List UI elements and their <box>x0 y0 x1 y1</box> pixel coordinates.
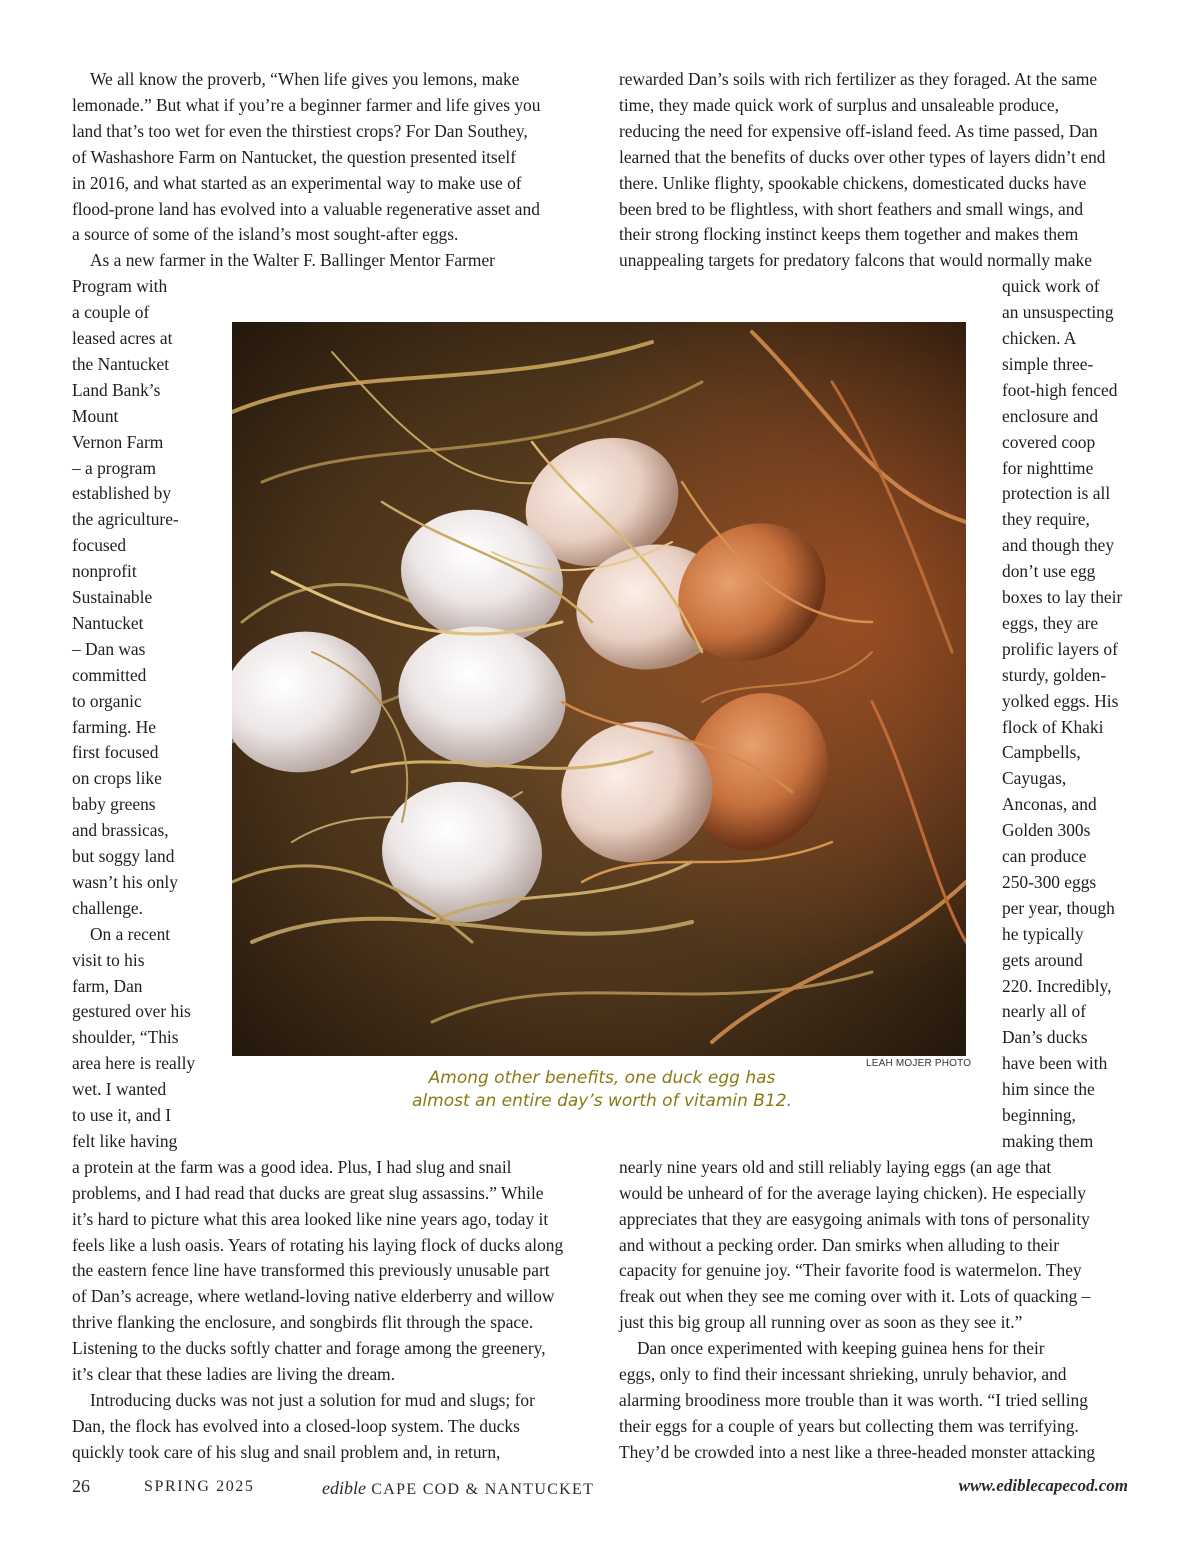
col2-text-line: eggs, only to find their incessant shrieking, unruly behavior, and <box>619 1364 1067 1384</box>
photo-caption <box>342 1067 862 1113</box>
col1-text-line: – Dan was <box>72 638 146 659</box>
col2-text-line: Golden 300s <box>1002 820 1091 841</box>
col2-text-line: don’t use egg <box>1002 561 1096 582</box>
col1-text-line: shoulder, “This <box>72 1027 179 1048</box>
col2-text-line: their strong flocking instinct keeps them together and makes them <box>619 224 1079 245</box>
col2-text-line: been bred to be flightless, with short feathers and small wings, and <box>619 198 1084 219</box>
col1-text-line: the agriculture- <box>72 509 179 530</box>
col1-text-line: farming. He <box>72 716 157 737</box>
col2-text-line: flock of Khaki <box>1002 716 1104 737</box>
caption-line: almost an entire day’s worth of vitamin B12. <box>412 1091 792 1111</box>
magazine-title-italic: edible <box>322 1478 366 1498</box>
col1-text-line: wet. I wanted <box>72 1079 167 1100</box>
col1-text-line: a source of some of the island’s most sought-after eggs. <box>72 224 459 245</box>
col2-text-line: just this big group all running over as soon as they see it.” <box>619 1312 1023 1333</box>
col1-text-line: and brassicas, <box>72 820 169 841</box>
col2-text-line: they require, <box>1002 509 1090 530</box>
col2-text-line: Anconas, and <box>1002 794 1097 815</box>
col2-text-line: Dan once experimented with keeping guinea hens for their <box>637 1338 1045 1359</box>
col2-text-line: and though they <box>1002 535 1115 556</box>
duck-eggs-photo <box>232 322 966 1056</box>
col2-text-line: have been with <box>1002 1053 1108 1074</box>
col2-text-line: making them <box>1002 1130 1094 1151</box>
col2-text-line: capacity for genuine joy. “Their favorite food is watermelon. They <box>619 1260 1082 1281</box>
col1-text-line: established by <box>72 483 172 504</box>
col1-text-line: gestured over his <box>72 1001 191 1022</box>
page-number: 26 <box>72 1476 90 1496</box>
col2-text-line: covered coop <box>1002 431 1096 452</box>
col1-text-line: problems, and I had read that ducks are great slug assassins.” While <box>72 1182 544 1203</box>
col1-text-line: Mount <box>72 405 119 426</box>
col2-text-line: Cayugas, <box>1002 768 1067 789</box>
col1-text-line: it’s clear that these ladies are living the dream. <box>72 1364 396 1384</box>
col1-text-line: the eastern fence line have transformed this previously unusable part <box>72 1260 550 1281</box>
col1-text-line: it’s hard to picture what this area looked like nine years ago, today it <box>72 1208 549 1229</box>
col2-text-line: can produce <box>1002 846 1087 866</box>
col2-text-line: eggs, they are <box>1002 612 1099 633</box>
col1-text-line: leased acres at <box>72 328 173 348</box>
col2-text-line: 220. Incredibly, <box>1002 975 1112 996</box>
eggs-in-straw-image <box>232 322 966 1056</box>
col2-text-line: foot-high fenced <box>1002 379 1118 400</box>
col1-text-line: baby greens <box>72 794 156 815</box>
col2-text-line: simple three- <box>1002 353 1094 374</box>
col2-text-line: freak out when they see me coming over with it. Lots of quacking – <box>619 1286 1091 1307</box>
col1-text-line: Sustainable <box>72 587 153 607</box>
col2-text-line: an unsuspecting <box>1002 302 1114 323</box>
caption-line: Among other benefits, one duck egg has <box>428 1068 776 1088</box>
col1-text-line: Program with <box>72 276 168 297</box>
col1-text-line: on crops like <box>72 768 162 789</box>
col1-text-line: On a recent <box>90 923 171 944</box>
col2-text-line: boxes to lay their <box>1002 587 1123 607</box>
col2-text-line: would be unheard of for the average laying chicken). He especially <box>619 1182 1086 1203</box>
col2-text-line: nearly nine years old and still reliably laying eggs (an age that <box>619 1156 1052 1177</box>
col1-text-line: a protein at the farm was a good idea. Plus, I had slug and snail <box>72 1156 512 1177</box>
col1-text-line: nonprofit <box>72 561 137 582</box>
col2-text-line: and without a pecking order. Dan smirks when alluding to their <box>619 1234 1059 1255</box>
col2-text-line: quick work of <box>1002 276 1100 297</box>
col1-text-line: a couple of <box>72 302 150 323</box>
col2-text-line: gets around <box>1002 949 1083 970</box>
col2-text-line: beginning, <box>1002 1105 1076 1125</box>
col1-text-line: to organic <box>72 690 142 711</box>
photo-credit: LEAH MOJER PHOTO <box>866 1058 972 1069</box>
col2-text-line: rewarded Dan’s soils with rich fertilizer as they foraged. At the same <box>619 69 1098 89</box>
magazine-title-rest: CAPE COD & NANTUCKET <box>371 1481 595 1498</box>
col2-text-line: reducing the need for expensive off-island feed. As time passed, Dan <box>619 120 1098 141</box>
col1-text-line: flood-prone land has evolved into a valuable regenerative asset and <box>72 198 540 219</box>
col1-text-line: in 2016, and what started as an experimental way to make use of <box>72 172 522 193</box>
col1-text-line: challenge. <box>72 897 143 918</box>
col2-text-line: unappealing targets for predatory falcons that would normally make <box>619 250 1092 271</box>
col2-text-line: learned that the benefits of ducks over other types of layers didn’t end <box>619 146 1106 167</box>
col2-text-line: Campbells, <box>1002 742 1081 763</box>
col1-text-line: Dan, the flock has evolved into a closed-loop system. The ducks <box>72 1415 520 1436</box>
col2-text-line: for nighttime <box>1002 457 1094 478</box>
col1-text-line: area here is really <box>72 1053 196 1074</box>
col2-text-line: alarming broodiness more trouble than it was worth. “I tried selling <box>619 1389 1088 1410</box>
col1-text-line: We all know the proverb, “When life gives you lemons, make <box>90 69 520 89</box>
col1-text-line: Vernon Farm <box>72 431 164 452</box>
col1-text-line: farm, Dan <box>72 975 143 996</box>
col2-text-line: their eggs for a couple of years but collecting them was terrifying. <box>619 1415 1079 1436</box>
col2-text-line: time, they made quick work of surplus and unsaleable produce, <box>619 94 1059 115</box>
col1-text-line: As a new farmer in the Walter F. Ballinger Mentor Farmer <box>90 250 495 271</box>
col1-text-line: to use it, and I <box>72 1105 172 1125</box>
issue-label: SPRING 2025 <box>144 1478 255 1495</box>
col2-text-line: chicken. A <box>1002 328 1077 348</box>
col1-text-line: – a program <box>72 457 157 478</box>
col1-text-line: visit to his <box>72 949 145 970</box>
col2-text-line: Dan’s ducks <box>1002 1027 1088 1048</box>
col2-text-line: enclosure and <box>1002 405 1099 426</box>
col1-text-line: wasn’t his only <box>72 871 178 892</box>
col2-text-line: They’d be crowded into a nest like a three-headed monster attacking <box>619 1441 1096 1462</box>
col1-text-line: felt like having <box>72 1130 178 1151</box>
col1-text-line: lemonade.” But what if you’re a beginner farmer and life gives you <box>72 94 541 115</box>
col1-text-line: committed <box>72 664 147 685</box>
col2-text-line: nearly all of <box>1002 1001 1087 1022</box>
col2-text-line: he typically <box>1002 923 1084 944</box>
magazine-title <box>322 1478 594 1499</box>
col1-text-line: of Dan’s acreage, where wetland-loving native elderberry and willow <box>72 1286 555 1307</box>
website-link[interactable]: www.ediblecapecod.com <box>958 1476 1128 1495</box>
col2-text-line: protection is all <box>1002 483 1111 504</box>
col1-text-line: Introducing ducks was not just a solution for mud and slugs; for <box>90 1389 535 1410</box>
col2-text-line: prolific layers of <box>1002 638 1118 659</box>
col2-text-line: there. Unlike flighty, spookable chickens, domesticated ducks have <box>619 172 1087 193</box>
col1-text-line: first focused <box>72 742 159 763</box>
col1-text-line: Listening to the ducks softly chatter and forage among the greenery, <box>72 1338 546 1359</box>
col2-text-line: sturdy, golden- <box>1002 664 1107 685</box>
col1-text-line: focused <box>72 535 127 556</box>
col2-text-line: yolked eggs. His <box>1002 690 1119 711</box>
col2-text-line: appreciates that they are easygoing animals with tons of personality <box>619 1208 1090 1229</box>
col1-text-line: but soggy land <box>72 846 175 866</box>
col2-text-line: him since the <box>1002 1079 1095 1100</box>
col1-text-line: land that’s too wet for even the thirstiest crops? For Dan Southey, <box>72 120 528 141</box>
col1-text-line: thrive flanking the enclosure, and songbirds flit through the space. <box>72 1312 534 1333</box>
col1-text-line: of Washashore Farm on Nantucket, the question presented itself <box>72 146 517 167</box>
col1-text-line: quickly took care of his slug and snail problem and, in return, <box>72 1441 501 1462</box>
col1-text-line: feels like a lush oasis. Years of rotating his laying flock of ducks along <box>72 1234 564 1255</box>
col2-text-line: per year, though <box>1002 897 1115 918</box>
col2-text-line: 250-300 eggs <box>1002 871 1097 892</box>
col1-text-line: the Nantucket <box>72 353 170 374</box>
col1-text-line: Nantucket <box>72 612 144 633</box>
col1-text-line: Land Bank’s <box>72 379 161 400</box>
